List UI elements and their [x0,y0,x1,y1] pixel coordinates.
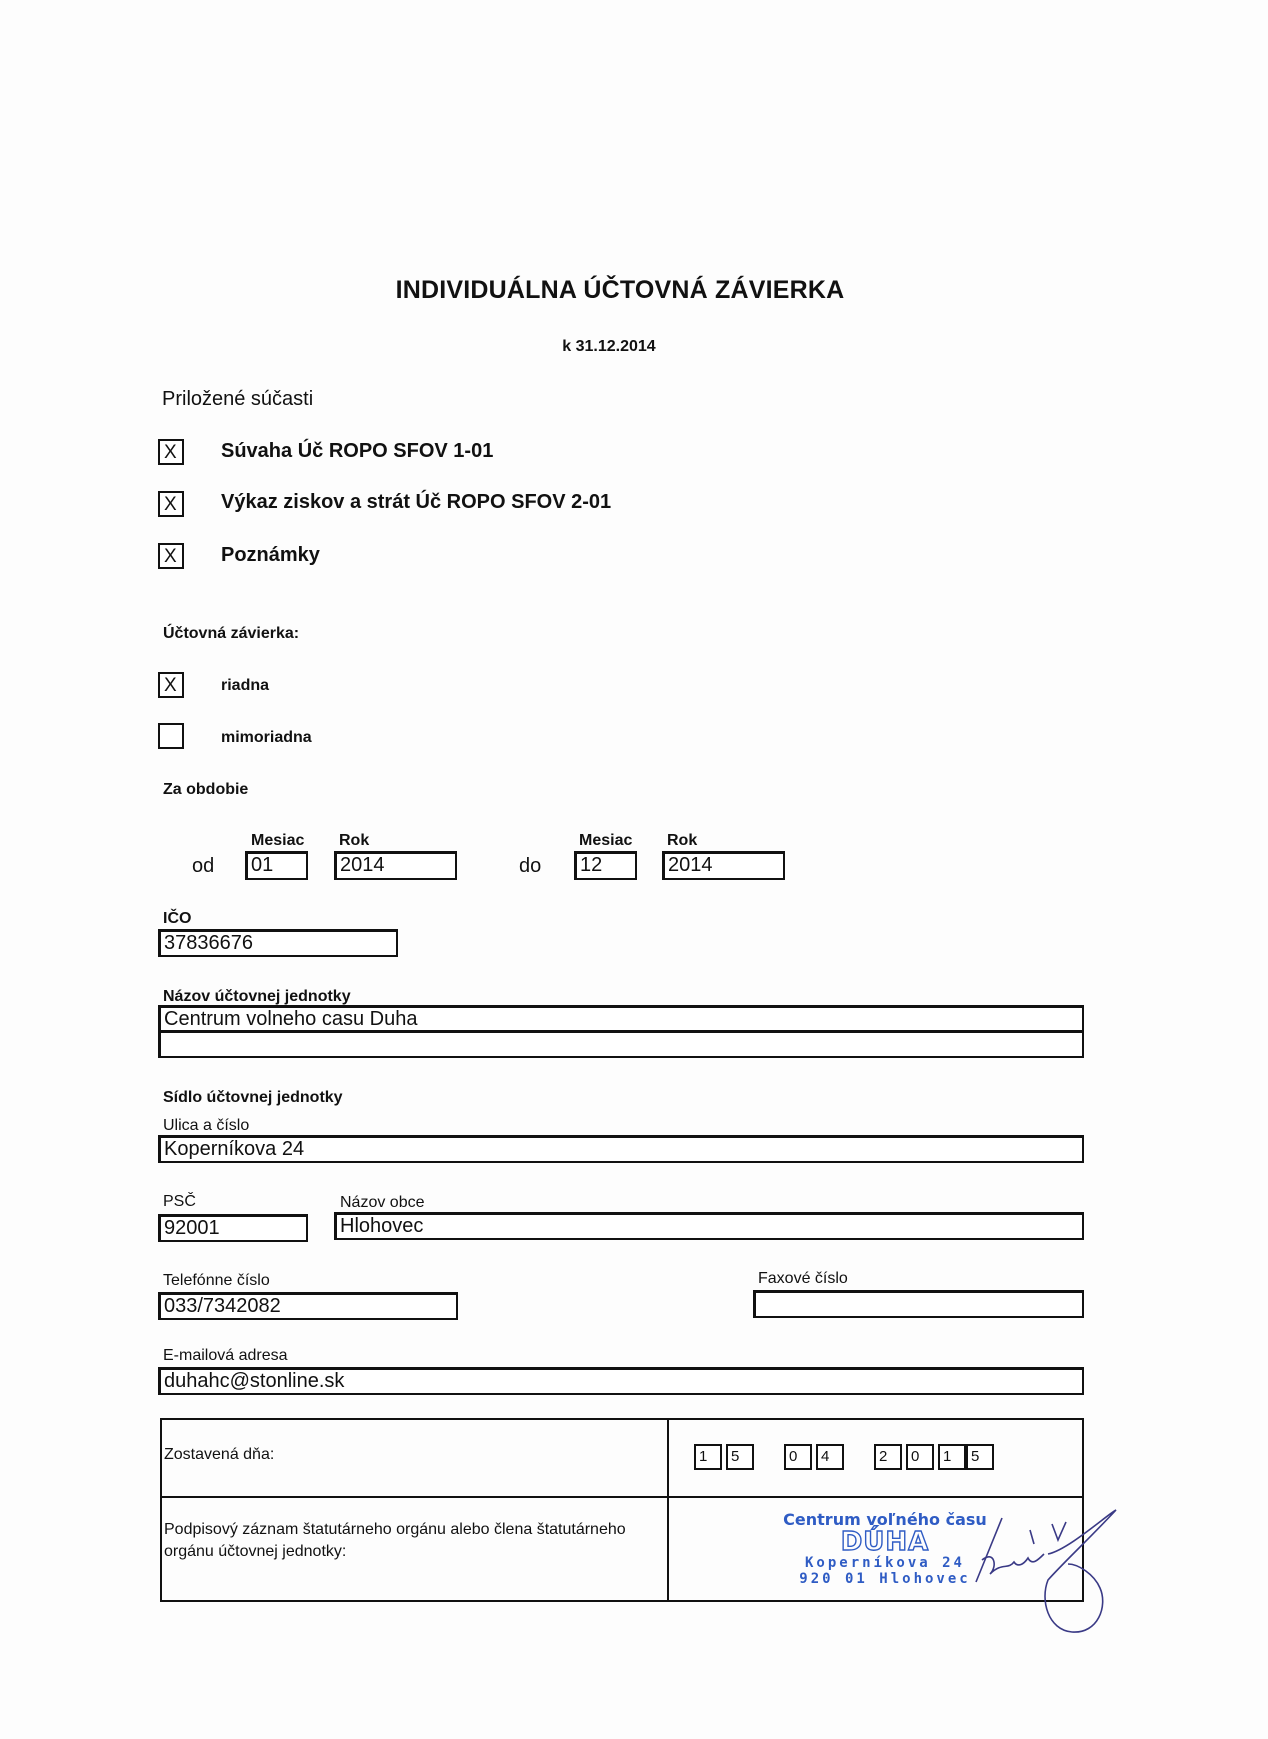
compiled-year-digit-1[interactable]: 2 [874,1444,902,1470]
attachment-label-suvaha: Súvaha Úč ROPO SFOV 1-01 [221,440,494,462]
attachments-heading: Priložené súčasti [162,388,314,410]
stamp-line-2: DÚHA [840,1527,930,1557]
zip-field[interactable]: 92001 [158,1214,308,1242]
from-month-field[interactable]: 01 [245,851,308,880]
ico-field[interactable]: 37836676 [158,929,398,957]
to-label: do [519,855,542,877]
compiled-year-digit-4[interactable]: 5 [966,1444,994,1470]
from-month-label: Mesiac [251,832,305,849]
handwritten-signature [968,1470,1138,1640]
attachment-label-vykaz: Výkaz ziskov a strát Úč ROPO SFOV 2-01 [221,491,612,513]
stamp-line-1: Centrum voľného času [783,1510,987,1529]
statement-type-label-riadna: riadna [221,677,270,694]
table-row-divider [162,1496,1082,1498]
period-heading: Za obdobie [163,781,249,798]
compiled-month-digit-2[interactable]: 4 [816,1444,844,1470]
organization-stamp [780,1510,990,1587]
document-title: INDIVIDUÁLNA ÚČTOVNÁ ZÁVIERKA [395,276,845,304]
phone-label: Telefónne číslo [163,1272,270,1289]
from-year-label: Rok [339,832,370,849]
attachment-checkbox-poznamky[interactable]: X [158,543,184,569]
address-heading: Sídlo účtovnej jednotky [163,1089,343,1106]
stamp-line-4: 920 01 Hlohovec [799,1571,971,1587]
email-label: E-mailová adresa [163,1347,288,1364]
phone-field[interactable]: 033/7342082 [158,1292,458,1320]
entity-name-field-line2[interactable] [158,1030,1084,1058]
compiled-year-digit-2[interactable]: 0 [906,1444,934,1470]
signature-label: Podpisový záznam štatutárneho orgánu alebo člena štatutárneho orgánu účtovnej jednotky: [164,1521,626,1560]
stamp-line-3: Koperníkova 24 [804,1555,965,1571]
statement-type-checkbox-mimoriadna[interactable] [158,723,184,749]
attachment-checkbox-vykaz[interactable]: X [158,491,184,517]
entity-name-field-line1[interactable]: Centrum volneho casu Duha [158,1005,1084,1033]
city-label: Názov obce [340,1194,425,1211]
fax-label: Faxové číslo [758,1270,848,1287]
to-year-label: Rok [667,832,698,849]
street-field[interactable]: Koperníkova 24 [158,1135,1084,1163]
compiled-label: Zostavená dňa: [164,1446,275,1463]
email-field[interactable]: duhahc@stonline.sk [158,1367,1084,1395]
compiled-day-digit-1[interactable]: 1 [694,1444,722,1470]
to-year-field[interactable]: 2014 [662,851,785,880]
to-month-field[interactable]: 12 [574,851,637,880]
compiled-year-digit-3[interactable]: 1 [938,1444,966,1470]
compiled-day-digit-2[interactable]: 5 [726,1444,754,1470]
table-column-divider [667,1420,669,1600]
entity-name-label: Názov účtovnej jednotky [163,988,351,1005]
from-year-field[interactable]: 2014 [334,851,457,880]
fax-field[interactable] [753,1290,1084,1318]
street-label: Ulica a číslo [163,1117,250,1134]
ico-label: IČO [163,910,192,927]
zip-label: PSČ [163,1193,196,1210]
statement-type-checkbox-riadna[interactable]: X [158,672,184,698]
statement-type-heading: Účtovná závierka: [163,625,300,642]
compiled-month-digit-1[interactable]: 0 [784,1444,812,1470]
document-date: k 31.12.2014 [562,338,656,355]
to-month-label: Mesiac [579,832,633,849]
from-label: od [192,855,215,877]
city-field[interactable]: Hlohovec [334,1212,1084,1240]
attachment-label-poznamky: Poznámky [221,544,320,566]
statement-type-label-mimoriadna: mimoriadna [221,729,312,746]
attachment-checkbox-suvaha[interactable]: X [158,439,184,465]
